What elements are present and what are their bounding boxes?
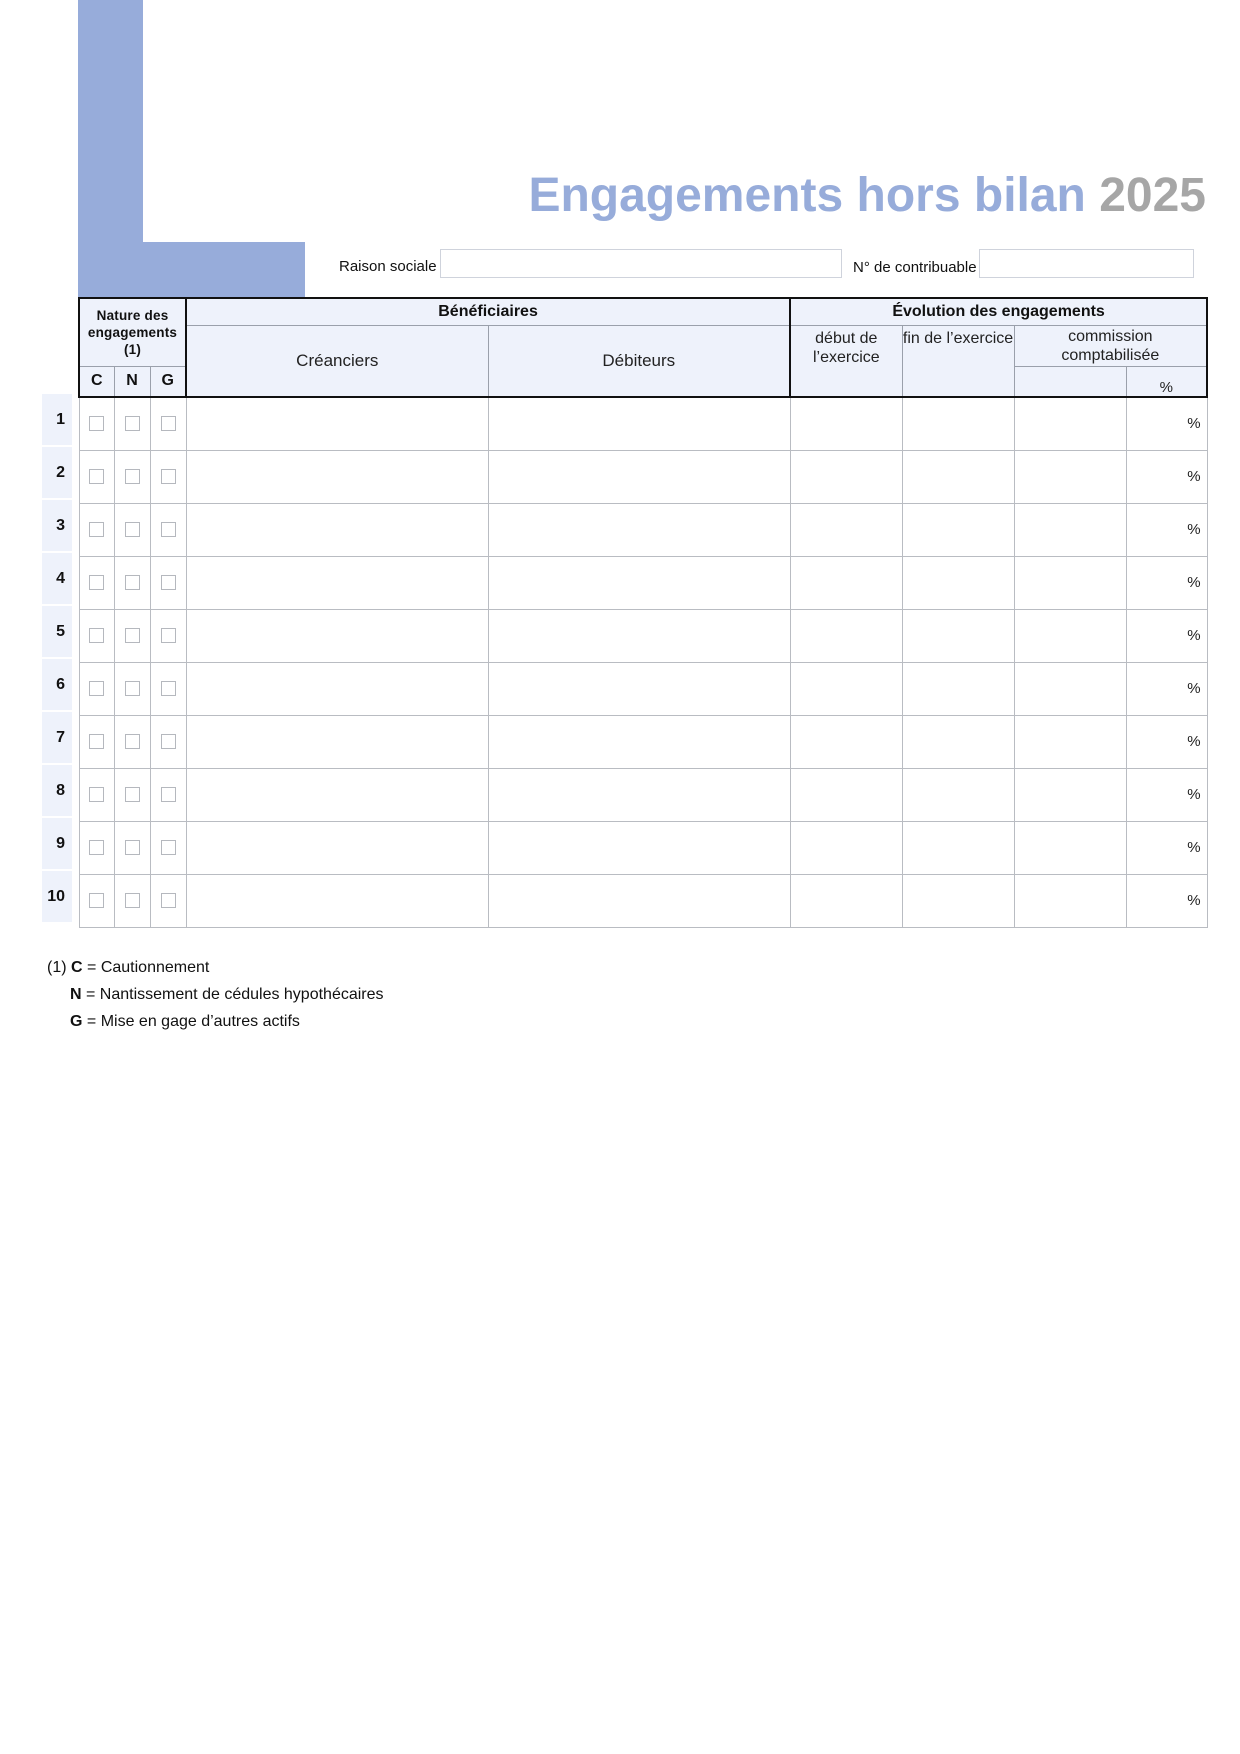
footnotes (47, 954, 384, 1035)
commission-amount-cell[interactable] (1014, 662, 1126, 715)
debut-exercice-cell[interactable] (790, 874, 902, 927)
commission-amount-cell[interactable] (1014, 503, 1126, 556)
creanciers-cell[interactable] (186, 397, 488, 450)
commission-amount-header (1014, 366, 1126, 397)
fin-exercice-cell[interactable] (902, 662, 1014, 715)
contribuable-input[interactable] (979, 249, 1194, 278)
footnote-text: = Nantissement de cédules hypothécaires (86, 986, 384, 1003)
commission-amount-cell[interactable] (1014, 768, 1126, 821)
row-number: 3 (42, 500, 72, 551)
col-n-header: N (114, 366, 150, 397)
table-row (79, 821, 1207, 874)
checkbox-g[interactable] (161, 469, 176, 484)
footnote-line (47, 1008, 384, 1035)
debiteurs-cell[interactable] (488, 556, 790, 609)
checkbox-g[interactable] (161, 575, 176, 590)
checkbox-g[interactable] (161, 416, 176, 431)
table-row (79, 768, 1207, 821)
checkbox-n[interactable] (125, 522, 140, 537)
debut-exercice-cell[interactable] (790, 821, 902, 874)
fin-exercice-cell[interactable] (902, 874, 1014, 927)
commission-percent-cell[interactable]: % (1126, 821, 1207, 874)
checkbox-n[interactable] (125, 893, 140, 908)
decorative-bar-horizontal (78, 242, 305, 298)
row-number: 7 (42, 712, 72, 763)
commission-amount-cell[interactable] (1014, 715, 1126, 768)
footnote-text: = Cautionnement (87, 959, 210, 976)
contribuable-label: N° de contribuable (853, 259, 977, 276)
checkbox-c[interactable] (89, 522, 104, 537)
commission-percent-cell[interactable]: % (1126, 715, 1207, 768)
debut-exercice-cell[interactable] (790, 609, 902, 662)
checkbox-c[interactable] (89, 734, 104, 749)
row-number: 1 (42, 394, 72, 445)
debiteurs-cell[interactable] (488, 609, 790, 662)
commission-percent-cell[interactable]: % (1126, 556, 1207, 609)
footnote-text: = Mise en gage d’autres actifs (86, 1013, 300, 1030)
checkbox-g[interactable] (161, 840, 176, 855)
commission-percent-cell[interactable]: % (1126, 768, 1207, 821)
commission-percent-cell[interactable]: % (1126, 450, 1207, 503)
creanciers-cell[interactable] (186, 874, 488, 927)
table-row (79, 450, 1207, 503)
col-g-header: G (150, 366, 186, 397)
checkbox-n[interactable] (125, 787, 140, 802)
checkbox-c[interactable] (89, 681, 104, 696)
checkbox-n[interactable] (125, 416, 140, 431)
checkbox-g[interactable] (161, 734, 176, 749)
footnote-key: G (70, 1013, 83, 1030)
creanciers-header: Créanciers (186, 325, 488, 397)
checkbox-c[interactable] (89, 893, 104, 908)
debut-exercice-cell[interactable] (790, 397, 902, 450)
debiteurs-cell[interactable] (488, 450, 790, 503)
debut-exercice-cell[interactable] (790, 768, 902, 821)
table-row (79, 874, 1207, 927)
row-number: 2 (42, 447, 72, 498)
table-row (79, 662, 1207, 715)
checkbox-c[interactable] (89, 575, 104, 590)
checkbox-g[interactable] (161, 681, 176, 696)
debiteurs-header: Débiteurs (488, 325, 790, 397)
checkbox-n[interactable] (125, 628, 140, 643)
creanciers-cell[interactable] (186, 821, 488, 874)
checkbox-g[interactable] (161, 628, 176, 643)
fin-exercice-header: fin de l’exercice (902, 325, 1014, 397)
debiteurs-cell[interactable] (488, 397, 790, 450)
debiteurs-cell[interactable] (488, 768, 790, 821)
row-number: 8 (42, 765, 72, 816)
checkbox-g[interactable] (161, 787, 176, 802)
row-number: 6 (42, 659, 72, 710)
footnote-key: C (71, 959, 83, 976)
debiteurs-cell[interactable] (488, 715, 790, 768)
commission-amount-cell[interactable] (1014, 821, 1126, 874)
commission-percent-cell[interactable]: % (1126, 609, 1207, 662)
debiteurs-cell[interactable] (488, 503, 790, 556)
fin-exercice-cell[interactable] (902, 609, 1014, 662)
checkbox-c[interactable] (89, 628, 104, 643)
raison-sociale-label: Raison sociale (339, 258, 437, 275)
commission-amount-cell[interactable] (1014, 556, 1126, 609)
table-row (79, 715, 1207, 768)
creanciers-cell[interactable] (186, 662, 488, 715)
footnote-line (47, 954, 384, 981)
row-number: 9 (42, 818, 72, 869)
nature-header: Nature des engagements (1) (79, 298, 186, 366)
commission-percent-header: % (1126, 366, 1207, 397)
checkbox-n[interactable] (125, 681, 140, 696)
fin-exercice-cell[interactable] (902, 503, 1014, 556)
row-number: 4 (42, 553, 72, 604)
checkbox-c[interactable] (89, 416, 104, 431)
raison-sociale-input[interactable] (440, 249, 842, 278)
debut-exercice-cell[interactable] (790, 715, 902, 768)
table-row (79, 556, 1207, 609)
creanciers-cell[interactable] (186, 768, 488, 821)
commission-amount-cell[interactable] (1014, 450, 1126, 503)
footnote-key: N (70, 986, 82, 1003)
title-year: 2025 (1099, 169, 1206, 222)
fin-exercice-cell[interactable] (902, 556, 1014, 609)
debut-exercice-cell[interactable] (790, 503, 902, 556)
fin-exercice-cell[interactable] (902, 768, 1014, 821)
creanciers-cell[interactable] (186, 715, 488, 768)
commission-percent-cell[interactable]: % (1126, 662, 1207, 715)
table-row (79, 397, 1207, 450)
fin-exercice-cell[interactable] (902, 397, 1014, 450)
checkbox-c[interactable] (89, 469, 104, 484)
checkbox-c[interactable] (89, 840, 104, 855)
commission-amount-cell[interactable] (1014, 874, 1126, 927)
creanciers-cell[interactable] (186, 556, 488, 609)
commission-amount-cell[interactable] (1014, 609, 1126, 662)
creanciers-cell[interactable] (186, 503, 488, 556)
checkbox-g[interactable] (161, 893, 176, 908)
commission-amount-cell[interactable] (1014, 397, 1126, 450)
col-c-header: C (79, 366, 114, 397)
beneficiaires-header: Bénéficiaires (186, 298, 790, 325)
commission-percent-cell[interactable]: % (1126, 503, 1207, 556)
page-title (528, 166, 1206, 226)
table-row (79, 503, 1207, 556)
checkbox-n[interactable] (125, 840, 140, 855)
debiteurs-cell[interactable] (488, 874, 790, 927)
debiteurs-cell[interactable] (488, 821, 790, 874)
debut-exercice-header: début de l’exercice (790, 325, 902, 397)
checkbox-n[interactable] (125, 575, 140, 590)
checkbox-n[interactable] (125, 469, 140, 484)
creanciers-cell[interactable] (186, 450, 488, 503)
table-row (79, 609, 1207, 662)
footnote-line (47, 981, 384, 1008)
debut-exercice-cell[interactable] (790, 662, 902, 715)
evolution-header: Évolution des engagements (790, 298, 1207, 325)
commission-percent-cell[interactable]: % (1126, 397, 1207, 450)
checkbox-g[interactable] (161, 522, 176, 537)
checkbox-c[interactable] (89, 787, 104, 802)
debut-exercice-cell[interactable] (790, 556, 902, 609)
row-number: 10 (42, 871, 72, 922)
commission-header: commission comptabilisée (1014, 325, 1207, 366)
commission-percent-cell[interactable]: % (1126, 874, 1207, 927)
debut-exercice-cell[interactable] (790, 450, 902, 503)
fin-exercice-cell[interactable] (902, 821, 1014, 874)
row-number: 5 (42, 606, 72, 657)
checkbox-n[interactable] (125, 734, 140, 749)
fin-exercice-cell[interactable] (902, 715, 1014, 768)
creanciers-cell[interactable] (186, 609, 488, 662)
debiteurs-cell[interactable] (488, 662, 790, 715)
title-text: Engagements hors bilan (528, 169, 1086, 222)
footnote-ref: (1) (47, 959, 67, 976)
engagements-table (78, 297, 1208, 928)
fin-exercice-cell[interactable] (902, 450, 1014, 503)
